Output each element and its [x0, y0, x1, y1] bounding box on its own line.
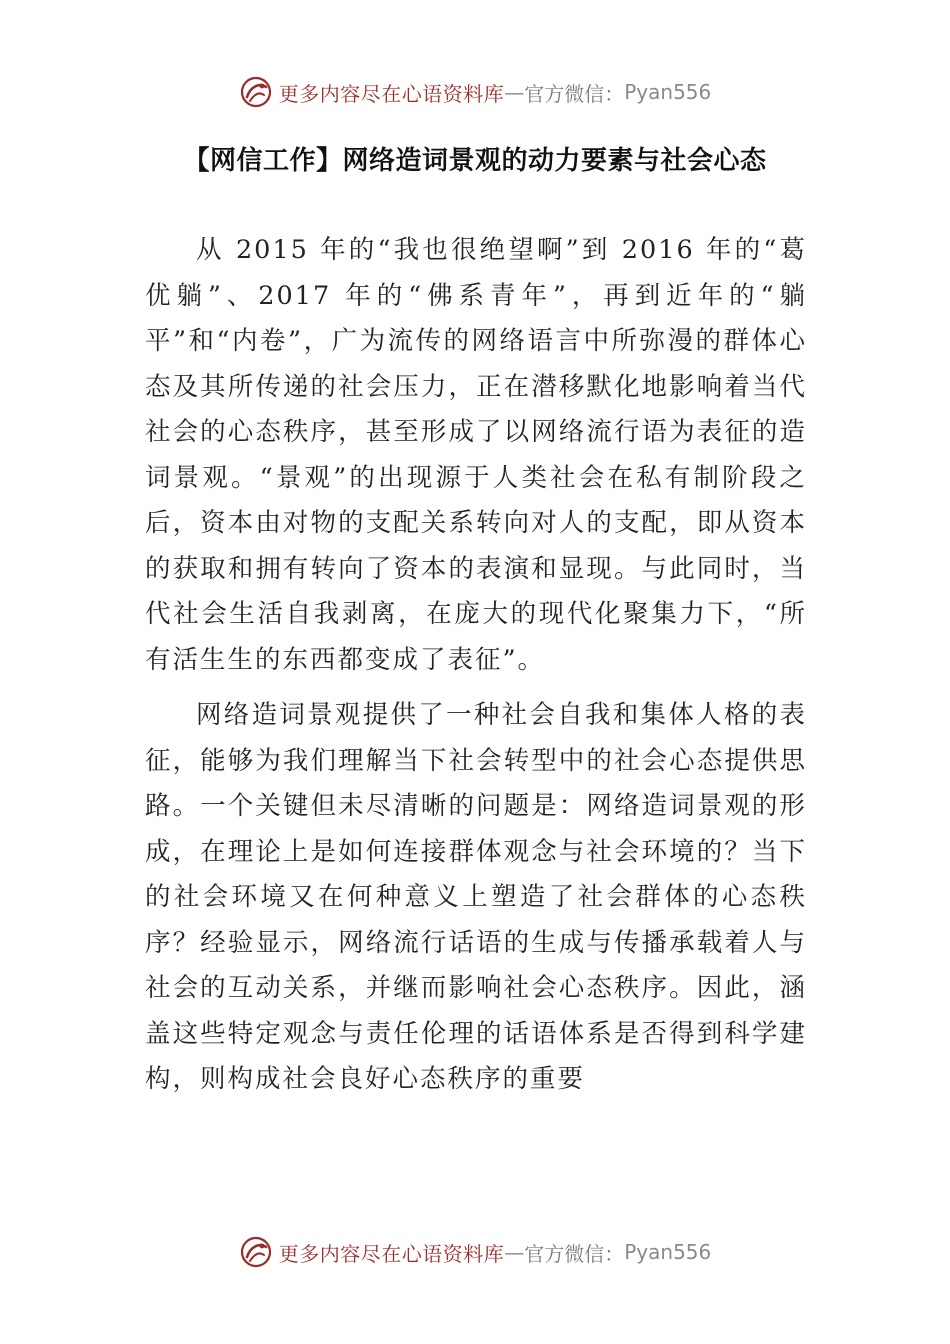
paragraph-1: 从 2015 年的“我也很绝望啊”到 2016 年的“葛优躺”、2017 年的“佛系青年”，再到近年的“躺平”和“内卷”，广为流传的网络语言中所弥漫的群体心态及其所传递的社会压力，正在潜移默化地影响着当代社会的心态秩序，甚至形成了以网络流行语为表征的造词景观。“景观”的出现源于人类社会在私有制阶段之后，资本由对物的支配关系转向对人的支配，即从资本的获取和拥有转向了资本的表演和显现。与此同时，当代社会生活自我剥离，在庞大的现代化聚集力下，“所有活生生的东西都变成了表征”。	[145, 235, 807, 675]
article-body	[145, 228, 807, 1103]
paragraph-2: 网络造词景观提供了一种社会自我和集体人格的表征，能够为我们理解当下社会转型中的社会心态提供思路。一个关键但未尽清晰的问题是：网络造词景观的形成，在理论上是如何连接群体观念与社会环境的？当下的社会环境又在何种意义上塑造了社会群体的心态秩序？经验显示，网络流行话语的生成与传播承载着人与社会的互动关系，并继而影响社会心态秩序。因此，涵盖这些特定观念与责任伦理的话语体系是否得到科学建构，则构成社会良好心态秩序的重要	[145, 700, 807, 1094]
banner-dash: —	[504, 1240, 525, 1264]
banner-wechat-label: 官方微信：	[524, 81, 625, 106]
brand-logo-icon	[239, 1235, 273, 1269]
banner-wechat-label: 官方微信：	[524, 1241, 625, 1266]
brand-logo-icon	[239, 75, 273, 109]
banner-red-text: 更多内容尽在心语资料库	[278, 81, 505, 106]
article-title: 【网信工作】网络造词景观的动力要素与社会心态	[183, 146, 767, 176]
banner-wechat-id: Pyan556	[624, 80, 712, 104]
banner-red-text: 更多内容尽在心语资料库	[278, 1241, 505, 1266]
banner-dash: —	[504, 80, 525, 104]
banner-wechat-id: Pyan556	[624, 1240, 712, 1264]
header-banner	[0, 72, 950, 112]
footer-banner	[0, 1232, 950, 1272]
